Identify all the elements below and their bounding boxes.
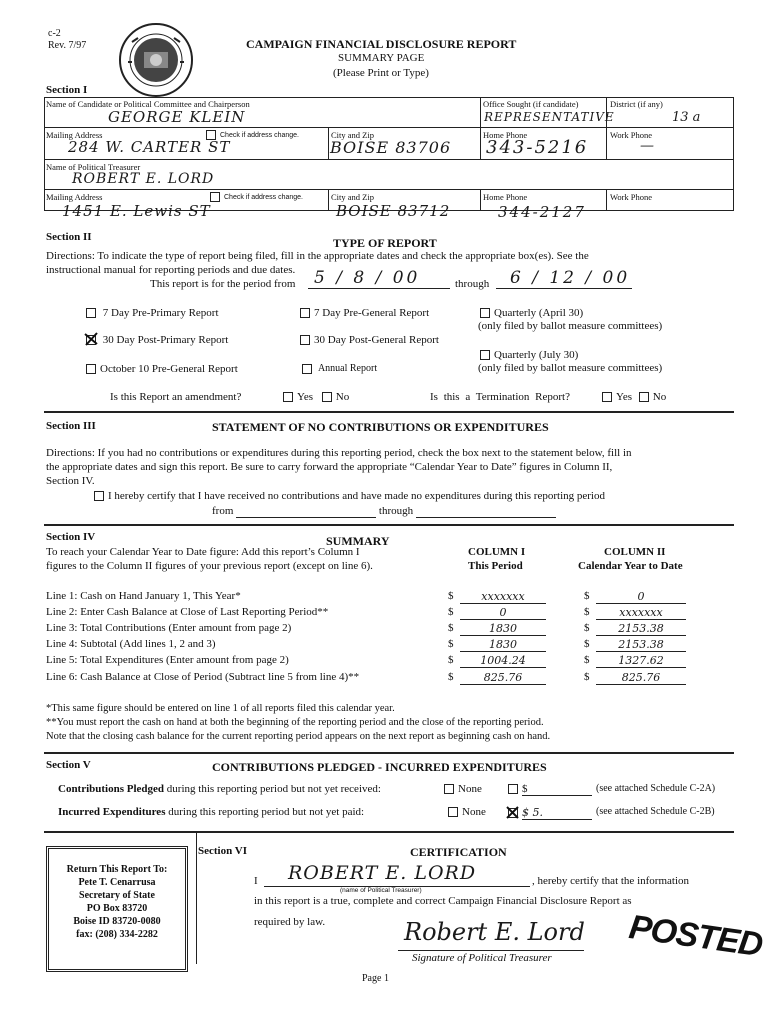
summary-line-label: Line 1: Cash on Hand January 1, This Year* (46, 590, 241, 602)
office-label: Office Sought (if candidate) (483, 99, 579, 109)
treasurer-value: ROBERT E. LORD (72, 171, 215, 187)
posted-stamp: POSTED (626, 908, 765, 965)
address-change-label-2: Check if address change. (224, 193, 303, 201)
return-line-5: Boise ID 83720-0080 (73, 916, 161, 927)
return-address-box (46, 846, 188, 972)
incurred-none-checkbox[interactable] (448, 807, 458, 817)
no-activity-through-label: through (378, 505, 414, 517)
section3-directions-3: Section IV. (46, 475, 95, 487)
city2-value: BOISE 83712 (336, 202, 451, 220)
column2-value[interactable]: 2153.38 (596, 638, 686, 652)
mailing-value: 284 W. CARTER ST (68, 138, 231, 156)
termination-no-checkbox[interactable] (639, 392, 649, 402)
signature-value[interactable]: Robert E. Lord (404, 918, 585, 946)
candidate-label: Name of Candidate or Political Committee and Chairperson (46, 99, 250, 109)
summary-line (46, 590, 736, 605)
note-1: *This same figure should be entered on line 1 of all reports filed this calendar year. (46, 703, 395, 714)
october-checkbox[interactable] (86, 364, 96, 374)
candidate-value: GEORGE KLEIN (108, 108, 246, 126)
section2-directions-1: Directions: To indicate the type of report being filed, fill in the appropriate dates and check the appropriate box(es). See the (46, 250, 589, 262)
address-change-checkbox-1[interactable] (206, 130, 216, 140)
quarterly-april-checkbox[interactable] (480, 308, 490, 318)
section4-intro-2: figures to the Column II figures of your previous report (except on line 6). (46, 560, 373, 572)
print-instruction: (Please Print or Type) (333, 67, 429, 79)
summary-line-label: Line 3: Total Contributions (Enter amount from page 2) (46, 622, 292, 634)
no-activity-from-field[interactable] (236, 505, 376, 518)
post-general-checkbox[interactable] (300, 335, 310, 345)
summary-line (46, 654, 736, 669)
amendment-yes-label: Yes (297, 391, 314, 403)
section6-title: CERTIFICATION (410, 845, 507, 859)
return-line-1: Return This Report To: (66, 864, 168, 875)
post-primary-checkbox[interactable] (86, 335, 96, 345)
incurred-amount[interactable]: $ 5. (522, 806, 592, 820)
cert-text-2: in this report is a true, complete and correct Campaign Financial Disclosure Report as (254, 895, 632, 907)
work-phone-label: Work Phone (610, 130, 653, 140)
section3-heading: Section III (46, 420, 96, 432)
period-to-value[interactable]: 6 / 12 / 00 (510, 268, 631, 288)
pre-general-label: 7 Day Pre-General Report (314, 307, 430, 319)
section2-directions-2: instructional manual for reporting periods and due dates. (46, 264, 296, 276)
section4-title: SUMMARY (326, 534, 390, 548)
no-activity-certify: I hereby certify that I have received no contributions and have made no expenditures during this reporting period (108, 490, 605, 502)
summary-line (46, 638, 736, 653)
period-text: This report is for the period from (150, 278, 296, 290)
home-phone2-value: 344-2127 (498, 203, 586, 221)
annual-label: Annual Report (317, 363, 378, 374)
address-change-label-1: Check if address change. (220, 131, 299, 139)
amendment-question: Is this Report an amendment? (110, 391, 242, 403)
post-general-label: 30 Day Post-General Report (314, 334, 439, 346)
column2-value[interactable]: 825.76 (596, 671, 686, 685)
home-phone2-label: Home Phone (483, 192, 528, 202)
section4-heading: Section IV (46, 531, 96, 543)
october-label: October 10 Pre-General Report (100, 363, 238, 375)
amendment-yes-checkbox[interactable] (283, 392, 293, 402)
summary-line-label: Line 4: Subtotal (Add lines 1, 2 and 3) (46, 638, 216, 650)
signature-caption: Signature of Political Treasurer (412, 952, 552, 964)
state-seal-icon (118, 22, 194, 98)
report-title: CAMPAIGN FINANCIAL DISCLOSURE REPORT (246, 37, 517, 51)
period-from-value[interactable]: 5 / 8 / 00 (314, 268, 421, 288)
section4-intro-1: To reach your Calendar Year to Date figure: Add this report’s Column I (46, 546, 360, 558)
section2-title: TYPE OF REPORT (333, 236, 437, 250)
summary-line (46, 606, 736, 621)
pledged-none-checkbox[interactable] (444, 784, 454, 794)
summary-line-label: Line 2: Enter Cash Balance at Close of Last Reporting Period** (46, 606, 329, 618)
column1-value[interactable]: 0 (460, 606, 546, 620)
return-line-3: Secretary of State (79, 890, 155, 901)
section3-directions-1: Directions: If you had no contributions or expenditures during this reporting period, check the box next to the statement below, fill in (46, 447, 632, 459)
pledged-none-label: None (458, 783, 482, 795)
column2-subtitle: Calendar Year to Date (578, 560, 683, 572)
no-activity-checkbox[interactable] (94, 491, 104, 501)
termination-no-label: No (652, 391, 667, 403)
column1-dollar-sign: $ (448, 606, 454, 618)
amendment-no-label: No (335, 391, 350, 403)
column2-dollar-sign: $ (584, 590, 590, 602)
incurred-label: Incurred Expenditures (58, 806, 166, 818)
page-number: Page 1 (362, 973, 389, 984)
quarterly-april-label: Quarterly (April 30) (494, 307, 584, 319)
incurred-none-label: None (462, 806, 486, 818)
termination-yes-checkbox[interactable] (602, 392, 612, 402)
incurred-rest: during this reporting period but not yet paid: (168, 806, 365, 818)
mailing-label: Mailing Address (46, 130, 103, 140)
treasurer-label: Name of Political Treasurer (46, 162, 141, 172)
column2-value[interactable]: 0 (596, 590, 686, 604)
work-phone2-label: Work Phone (610, 192, 653, 202)
summary-line-label: Line 5: Total Expenditures (Enter amount from page 2) (46, 654, 289, 666)
return-line-4: PO Box 83720 (86, 903, 148, 914)
annual-checkbox[interactable] (302, 364, 312, 374)
office-value: REPRESENTATIVE (484, 110, 615, 124)
section2-heading: Section II (46, 231, 92, 243)
quarterly-july-label: Quarterly (July 30) (494, 349, 579, 361)
column2-title: COLUMN II (604, 546, 666, 558)
column1-dollar-sign: $ (448, 590, 454, 602)
column1-value[interactable]: 1004.24 (460, 654, 546, 668)
section3-title: STATEMENT OF NO CONTRIBUTIONS OR EXPENDITURES (212, 420, 549, 434)
column1-value[interactable]: 1830 (460, 622, 546, 636)
pledged-rest: during this reporting period but not yet received: (166, 783, 381, 795)
summary-line-label: Line 6: Cash Balance at Close of Period (Subtract line 5 from line 4)** (46, 671, 360, 683)
column1-dollar-sign: $ (448, 638, 454, 650)
pre-general-checkbox[interactable] (300, 308, 310, 318)
section5-heading: Section V (46, 759, 91, 771)
column2-value[interactable]: 2153.38 (596, 622, 686, 636)
column2-dollar-sign: $ (584, 638, 590, 650)
column1-dollar-sign: $ (448, 622, 454, 634)
column1-title: COLUMN I (468, 546, 526, 558)
column1-dollar-sign: $ (448, 671, 454, 683)
quarterly-july-note: (only filed by ballot measure committees) (478, 362, 663, 374)
post-primary-label: 30 Day Post-Primary Report (102, 334, 229, 346)
pledged-amount-checkbox[interactable] (508, 784, 518, 794)
column2-value[interactable]: 1327.62 (596, 654, 686, 668)
amendment-no-checkbox[interactable] (322, 392, 332, 402)
termination-question: Is this a Termination Report? (430, 391, 570, 403)
pledged-amount[interactable]: $ (522, 783, 592, 796)
quarterly-april-note: (only filed by ballot measure committees) (478, 320, 663, 332)
cert-text-1: , hereby certify that the information (532, 875, 689, 887)
return-line-6: fax: (208) 334-2282 (76, 929, 158, 940)
through-text: through (455, 278, 490, 290)
section1-heading: Section I (46, 84, 88, 96)
pre-primary-checkbox[interactable] (86, 308, 96, 318)
pledged-schedule: (see attached Schedule C-2A) (596, 783, 716, 794)
mailing2-value: 1451 E. Lewis ST (62, 202, 211, 220)
pledged-label: Contributions Pledged (58, 783, 165, 795)
column1-value[interactable]: xxxxxxx (460, 590, 546, 604)
cert-text-3: required by law. (254, 916, 326, 928)
city-label: City and Zip (331, 130, 374, 140)
city-value: BOISE 83706 (330, 138, 452, 157)
incurred-schedule: (see attached Schedule C-2B) (596, 806, 715, 817)
column1-dollar-sign: $ (448, 654, 454, 666)
note-3: Note that the closing cash balance for the current reporting period appears on the next report as beginning cash on hand. (46, 731, 551, 742)
column2-dollar-sign: $ (584, 622, 590, 634)
report-subtitle: SUMMARY PAGE (338, 52, 425, 64)
column2-dollar-sign: $ (584, 606, 590, 618)
address-change-checkbox-2[interactable] (210, 192, 220, 202)
home-phone-label: Home Phone (483, 130, 528, 140)
note-2: **You must report the cash on hand at both the beginning of the reporting period and the close of the reporting period. (46, 717, 544, 728)
cert-name-caption: (name of Political Treasurer) (340, 887, 422, 894)
home-phone-value: 343-5216 (486, 137, 589, 158)
column1-value[interactable]: 825.76 (460, 671, 546, 685)
section5-title: CONTRIBUTIONS PLEDGED - INCURRED EXPENDITURES (212, 760, 547, 774)
summary-line (46, 622, 736, 637)
cert-name-value[interactable]: ROBERT E. LORD (288, 862, 477, 884)
column2-value[interactable]: xxxxxxx (596, 606, 686, 620)
termination-yes-label: Yes (616, 391, 633, 403)
section3-directions-2: the appropriate dates and sign this report. Be sure to carry forward the appropriate “Calendar Year to Date” figures in Column II, (46, 461, 613, 473)
column2-dollar-sign: $ (584, 671, 590, 683)
city2-label: City and Zip (331, 192, 374, 202)
column2-dollar-sign: $ (584, 654, 590, 666)
work-phone-value: — (640, 138, 654, 154)
quarterly-july-checkbox[interactable] (480, 350, 490, 360)
section6-heading: Section VI (198, 845, 247, 857)
incurred-amount-checkbox[interactable] (508, 808, 518, 818)
mailing2-label: Mailing Address (46, 192, 103, 202)
cert-i: I (254, 875, 258, 887)
column1-value[interactable]: 1830 (460, 638, 546, 652)
pre-primary-label: 7 Day Pre-Primary Report (102, 307, 219, 319)
summary-line (46, 671, 736, 686)
column1-subtitle: This Period (468, 560, 523, 572)
form-code: c-2 (48, 28, 61, 39)
district-value: 13 a (672, 110, 701, 125)
no-activity-through-field[interactable] (416, 505, 556, 518)
district-label: District (if any) (610, 99, 663, 109)
no-activity-from-label: from (212, 505, 234, 517)
revision: Rev. 7/97 (48, 40, 87, 51)
return-line-2: Pete T. Cenarrusa (78, 877, 156, 888)
